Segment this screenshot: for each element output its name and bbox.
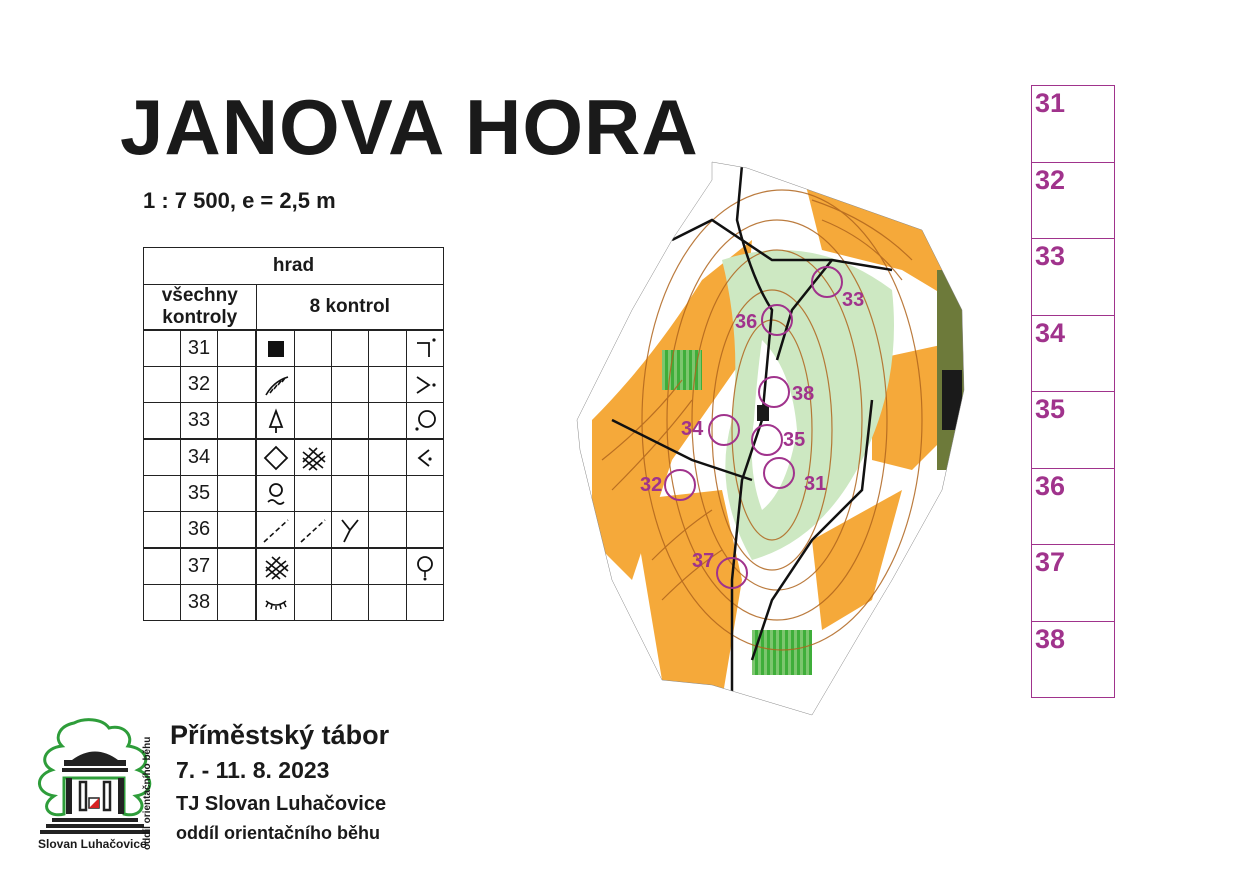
description-symbol-cell bbox=[256, 439, 295, 476]
control-number-label: 38 bbox=[792, 383, 815, 405]
description-cell bbox=[218, 330, 257, 367]
description-symbol-cell bbox=[407, 403, 444, 440]
description-row bbox=[144, 439, 444, 476]
club-section: oddíl orientačního běhu bbox=[176, 823, 380, 843]
description-symbol-cell bbox=[295, 403, 332, 440]
description-symbol-cell bbox=[369, 330, 407, 367]
punch-box-number: 32 bbox=[1035, 164, 1066, 195]
description-symbol-cell bbox=[369, 403, 407, 440]
description-symbol-cell bbox=[369, 439, 407, 476]
control-feature-icon bbox=[299, 516, 327, 544]
description-symbol-cell bbox=[295, 476, 332, 512]
control-feature-icon bbox=[262, 335, 290, 363]
control-feature-icon bbox=[336, 516, 364, 544]
description-symbol-cell bbox=[295, 439, 332, 476]
control-feature-icon bbox=[262, 480, 290, 508]
description-cell bbox=[218, 476, 257, 512]
map-title: JANOVA HORA bbox=[120, 83, 699, 171]
control-code: 31 bbox=[181, 330, 218, 367]
club-logo bbox=[24, 718, 164, 868]
punch-box-number: 35 bbox=[1035, 394, 1066, 424]
control-number-label: 33 bbox=[842, 289, 865, 311]
description-symbol-cell bbox=[407, 367, 444, 403]
map-scale: 1 : 7 500, e = 2,5 m bbox=[143, 188, 336, 213]
description-symbol-cell bbox=[332, 476, 369, 512]
control-feature-icon bbox=[262, 553, 290, 581]
description-cell bbox=[144, 476, 181, 512]
description-symbol-cell bbox=[407, 512, 444, 549]
punch-box-number: 34 bbox=[1035, 317, 1066, 348]
description-event-name: hrad bbox=[144, 248, 444, 285]
description-row bbox=[144, 476, 444, 512]
description-symbol-cell bbox=[256, 330, 295, 367]
description-row bbox=[144, 512, 444, 549]
description-symbol-cell bbox=[332, 439, 369, 476]
punch-box-number: 36 bbox=[1035, 470, 1066, 501]
control-code: 34 bbox=[181, 439, 218, 476]
control-code: 36 bbox=[181, 512, 218, 549]
punch-box-number: 33 bbox=[1035, 241, 1066, 271]
event-dates: 7. - 11. 8. 2023 bbox=[176, 757, 330, 783]
description-symbol-cell bbox=[332, 512, 369, 549]
punch-box bbox=[1032, 392, 1114, 469]
control-feature-icon bbox=[262, 516, 290, 544]
event-name: Příměstský tábor bbox=[170, 720, 390, 750]
control-number-label: 36 bbox=[735, 311, 758, 333]
description-row bbox=[144, 330, 444, 367]
description-cell bbox=[218, 512, 257, 549]
description-symbol-cell bbox=[369, 585, 407, 621]
description-symbol-cell bbox=[295, 330, 332, 367]
description-symbol-cell bbox=[256, 585, 295, 621]
description-symbol-cell bbox=[295, 548, 332, 585]
control-feature-icon bbox=[411, 407, 439, 435]
description-symbol-cell bbox=[407, 330, 444, 367]
description-symbol-cell bbox=[332, 367, 369, 403]
map-terrain bbox=[572, 160, 972, 720]
description-symbol-cell bbox=[332, 330, 369, 367]
punch-box bbox=[1032, 86, 1114, 163]
control-feature-icon bbox=[299, 444, 327, 472]
description-symbol-cell bbox=[295, 512, 332, 549]
description-row bbox=[144, 548, 444, 585]
punch-box bbox=[1032, 622, 1114, 698]
description-cell bbox=[218, 403, 257, 440]
description-symbol-cell bbox=[256, 548, 295, 585]
punch-box-number: 37 bbox=[1035, 547, 1066, 577]
punch-box bbox=[1032, 316, 1114, 393]
control-feature-icon bbox=[262, 589, 290, 617]
control-feature-icon bbox=[262, 444, 290, 472]
description-cell bbox=[144, 330, 181, 367]
description-course: 8 kontrol bbox=[256, 285, 444, 331]
description-symbol-cell bbox=[407, 476, 444, 512]
description-symbol-cell bbox=[295, 367, 332, 403]
description-row bbox=[144, 367, 444, 403]
punch-box-number: 31 bbox=[1035, 88, 1066, 118]
control-feature-icon bbox=[411, 371, 439, 399]
punch-box bbox=[1032, 545, 1114, 622]
description-cell bbox=[144, 585, 181, 621]
description-cell bbox=[144, 367, 181, 403]
description-cell bbox=[218, 585, 257, 621]
description-symbol-cell bbox=[256, 512, 295, 549]
description-symbol-cell bbox=[369, 476, 407, 512]
logo-text: Slovan Luhačovice bbox=[38, 837, 147, 851]
description-symbol-cell bbox=[332, 548, 369, 585]
map-graphic bbox=[572, 160, 972, 720]
control-description-table bbox=[143, 247, 444, 621]
description-cell bbox=[218, 548, 257, 585]
control-number-label: 35 bbox=[783, 429, 806, 451]
description-symbol-cell bbox=[256, 367, 295, 403]
control-feature-icon bbox=[411, 335, 439, 363]
control-feature-icon bbox=[411, 553, 439, 581]
description-symbol-cell bbox=[407, 585, 444, 621]
orienteering-map bbox=[572, 160, 972, 725]
punch-box bbox=[1032, 469, 1114, 546]
description-symbol-cell bbox=[332, 585, 369, 621]
description-symbol-cell bbox=[369, 548, 407, 585]
control-feature-icon bbox=[262, 371, 290, 399]
description-symbol-cell bbox=[369, 512, 407, 549]
description-cell bbox=[144, 512, 181, 549]
description-symbol-cell bbox=[332, 403, 369, 440]
control-number-label: 32 bbox=[640, 474, 663, 496]
description-cell bbox=[218, 439, 257, 476]
description-symbol-cell bbox=[256, 476, 295, 512]
control-number-label: 31 bbox=[804, 473, 827, 495]
description-symbol-cell bbox=[295, 585, 332, 621]
punch-card bbox=[1031, 85, 1115, 698]
description-row bbox=[144, 585, 444, 621]
description-symbol-cell bbox=[407, 439, 444, 476]
control-code: 33 bbox=[181, 403, 218, 440]
description-symbol-cell bbox=[256, 403, 295, 440]
description-cell bbox=[144, 439, 181, 476]
description-cell bbox=[218, 367, 257, 403]
control-number-label: 37 bbox=[692, 550, 715, 572]
control-number-label: 34 bbox=[681, 418, 704, 440]
description-cell bbox=[144, 548, 181, 585]
logo-side-text: oddíl orientačního běhu bbox=[142, 736, 153, 850]
description-symbol-cell bbox=[407, 548, 444, 585]
control-feature-icon bbox=[262, 407, 290, 435]
description-category: všechny kontroly bbox=[144, 285, 257, 331]
description-row bbox=[144, 403, 444, 440]
punch-box bbox=[1032, 163, 1114, 240]
punch-box-number: 38 bbox=[1035, 623, 1066, 654]
description-symbol-cell bbox=[369, 367, 407, 403]
club-name: TJ Slovan Luhačovice bbox=[176, 793, 387, 815]
control-code: 38 bbox=[181, 585, 218, 621]
punch-box bbox=[1032, 239, 1114, 316]
control-feature-icon bbox=[411, 444, 439, 472]
control-code: 32 bbox=[181, 367, 218, 403]
control-code: 35 bbox=[181, 476, 218, 512]
control-code: 37 bbox=[181, 548, 218, 585]
description-cell bbox=[144, 403, 181, 440]
